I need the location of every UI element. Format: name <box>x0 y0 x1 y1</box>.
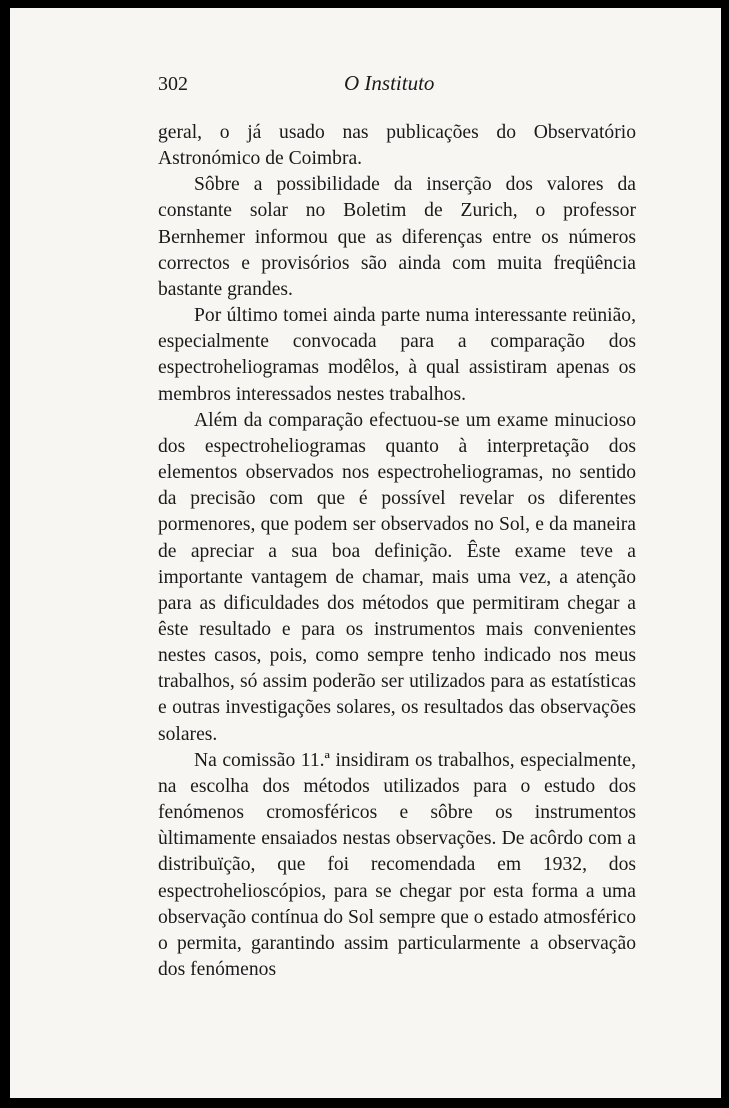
body-text <box>158 120 636 983</box>
running-title: O Instituto <box>344 71 435 95</box>
page-number: 302 <box>158 73 188 95</box>
book-page <box>10 8 721 1098</box>
paragraph-meeting: Por último tomei ainda parte numa interessante reünião, especialmente convocada para a comparação dos espectroheliogramas modêlos, à qual assistiram apenas os membros interessados nestes trabalhos. <box>158 305 636 405</box>
paragraph-comparison: Além da comparação efectuou-se um exame minucioso dos espectroheliogramas quanto à interpretação dos elementos observados nos espectroheliogramas, no sentido da precisão com que é possível revelar os diferentes pormenores, que podem ser observados no Sol, e da maneira de apreciar a sua boa definição. Êste exame teve a importante vantagem de chamar, mais uma vez, a atenção para as dificuldades dos métodos que permitiram chegar a êste resultado e para os instrumentos mais convenientes nestes casos, pois, como sempre tenho indicado nos meus trabalhos, só assim poderão ser utilizados para as estatísticas e outras investigações solares, os resultados das observações solares. <box>158 409 636 745</box>
paragraph-continuation: geral, o já usado nas publicações do Observatório Astronómico de Coimbra. <box>158 122 636 170</box>
page-header <box>158 71 636 101</box>
paragraph-solar-constant: Sôbre a possibilidade da inserção dos valores da constante solar no Boletim de Zurich, o professor Bernhemer informou que as diferenças entre os números correctos e provisórios são ainda com muita freqüência bastante grandes. <box>158 174 636 300</box>
paragraph-commission: Na comissão 11.ª insidiram os trabalhos, especialmente, na escolha dos métodos utilizados para o estudo dos fenómenos cromosféricos e sôbre os instrumentos ùltimamente ensaiados nestas observações. De acôrdo com a distribuïção, que foi recomendada em 1932, dos espectrohelioscópios, para se chegar por esta forma a uma observação contínua do Sol sempre que o estado atmosférico o permita, garantindo assim particularmente a observação dos fenómenos <box>158 749 636 980</box>
